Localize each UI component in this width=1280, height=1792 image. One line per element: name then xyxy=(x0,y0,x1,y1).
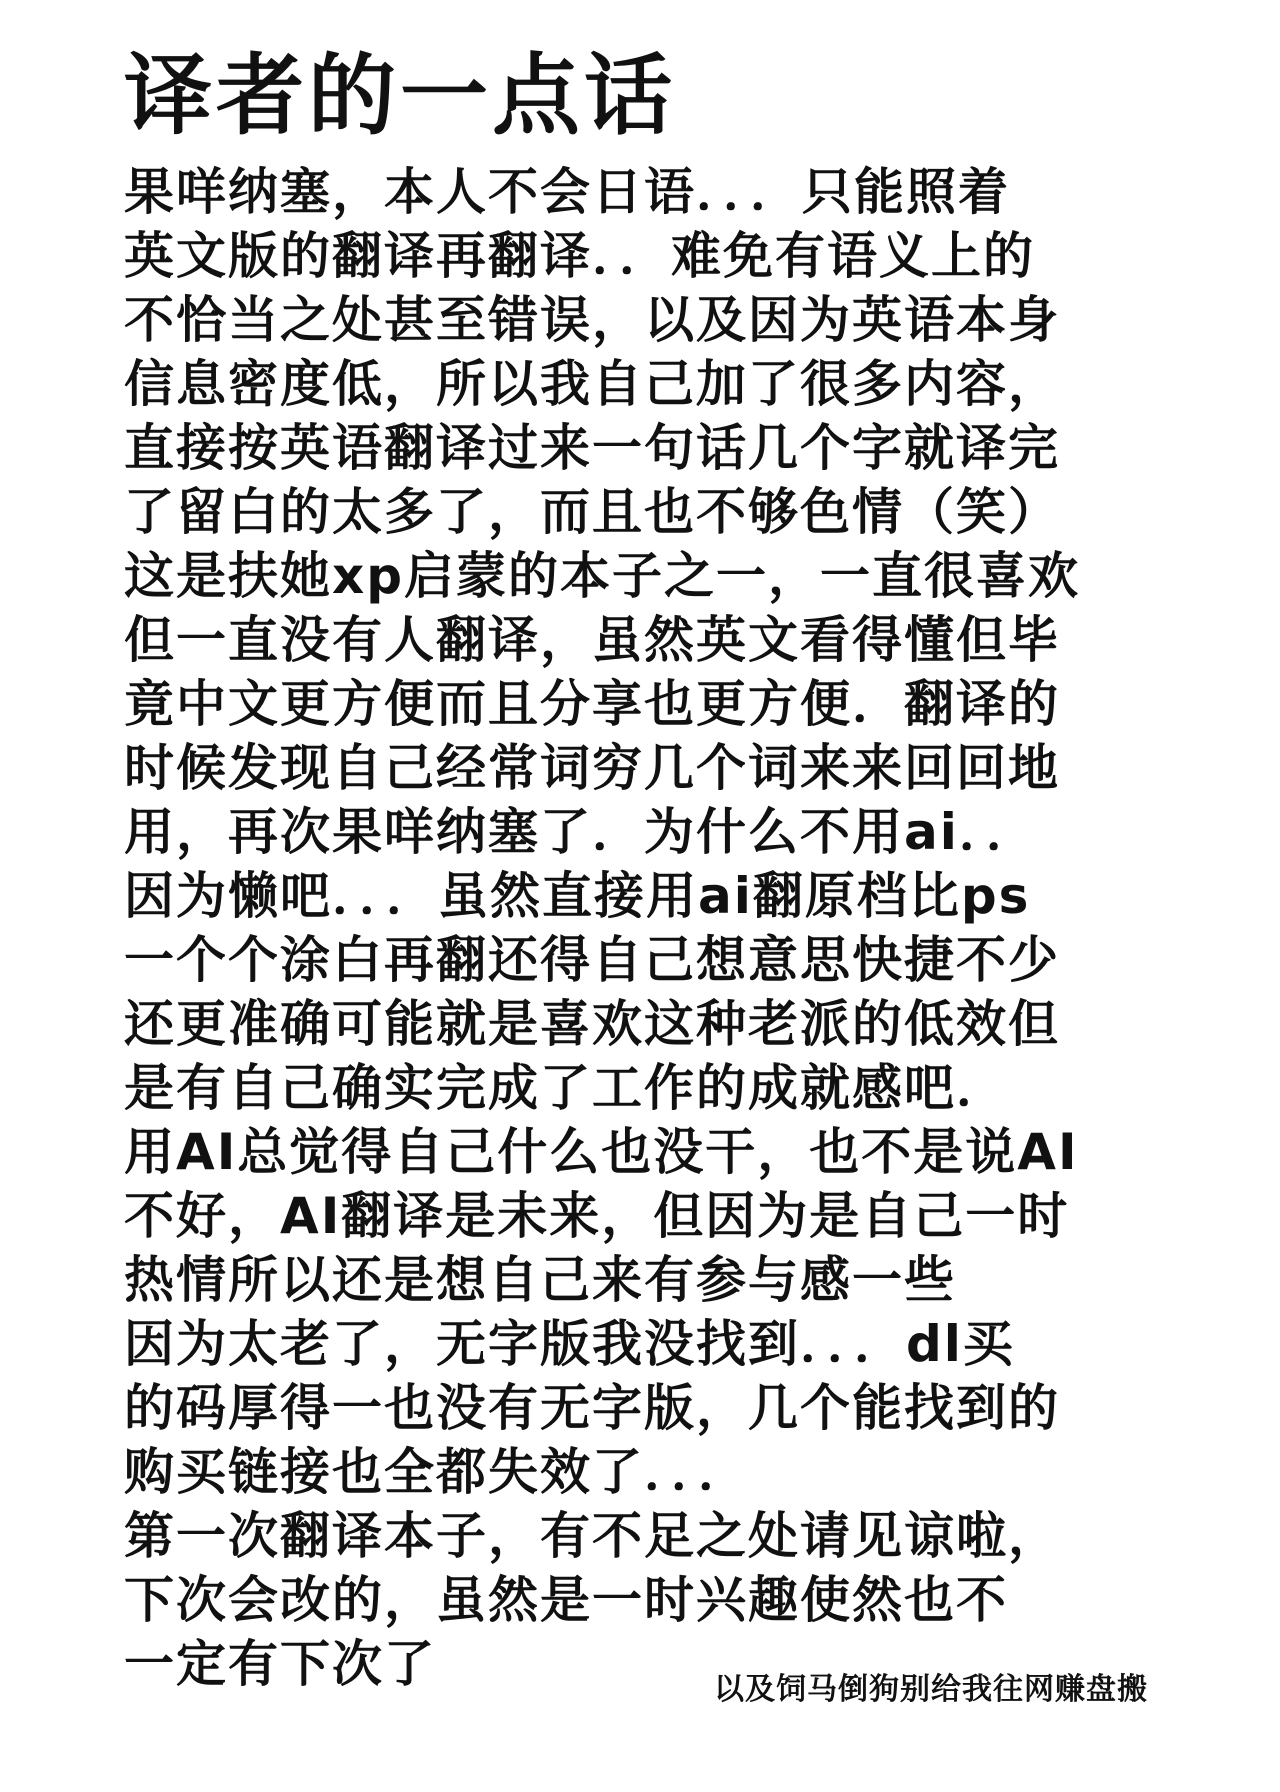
text-line: 用AI总觉得自己什么也没干，也不是说AI xyxy=(124,1123,1079,1181)
text-line: 了留白的太多了，而且也不够色情（笑） xyxy=(124,483,1060,541)
text-line: 英文版的翻译再翻译．．难免有语义上的 xyxy=(124,227,1035,285)
text-line: 竟中文更方便而且分享也更方便．翻译的 xyxy=(124,675,1060,733)
text-line: 不恰当之处甚至错误，以及因为英语本身 xyxy=(124,291,1060,349)
text-line: 直接按英语翻译过来一句话几个字就译完 xyxy=(124,419,1060,477)
text-line: 的码厚得一也没有无字版，几个能找到的 xyxy=(124,1379,1060,1437)
text-line: 因为太老了，无字版我没找到．．．dl买 xyxy=(124,1315,1015,1373)
text-line: 是有自己确实完成了工作的成就感吧． xyxy=(124,1059,1008,1117)
footnote: 以及饲马倒狗别给我往网赚盘搬 xyxy=(714,1672,1148,1707)
text-line: 时候发现自己经常词穷几个词来来回回地 xyxy=(124,739,1060,797)
body-text xyxy=(124,160,1164,1696)
text-line: 这是扶她xp启蒙的本子之一，一直很喜欢 xyxy=(124,547,1081,605)
text-line: 不好，AI翻译是未来，但因为是自己一时 xyxy=(124,1187,1070,1245)
text-line: 信息密度低，所以我自己加了很多内容， xyxy=(124,355,1060,413)
text-line: 下次会改的，虽然是一时兴趣使然也不 xyxy=(124,1571,1008,1629)
text-line: 但一直没有人翻译，虽然英文看得懂但毕 xyxy=(124,611,1060,669)
text-line: 一定有下次了 xyxy=(124,1635,436,1693)
text-line: 热情所以还是想自己来有参与感一些 xyxy=(124,1251,956,1309)
text-line: 第一次翻译本子，有不足之处请见谅啦， xyxy=(124,1507,1060,1565)
text-line: 一个个涂白再翻还得自己想意思快捷不少 xyxy=(124,931,1060,989)
text-line: 用，再次果咩纳塞了．为什么不用ai．． xyxy=(124,803,1038,861)
page-title: 译者的一点话 xyxy=(124,44,677,147)
text-line: 因为懒吧．．．虽然直接用ai翻原档比ps xyxy=(124,867,1031,925)
text-line: 果咩纳塞，本人不会日语．．．只能照着 xyxy=(124,163,1010,221)
text-line: 购买链接也全都失效了．．． xyxy=(124,1443,750,1501)
text-line: 还更准确可能就是喜欢这种老派的低效但 xyxy=(124,995,1060,1053)
